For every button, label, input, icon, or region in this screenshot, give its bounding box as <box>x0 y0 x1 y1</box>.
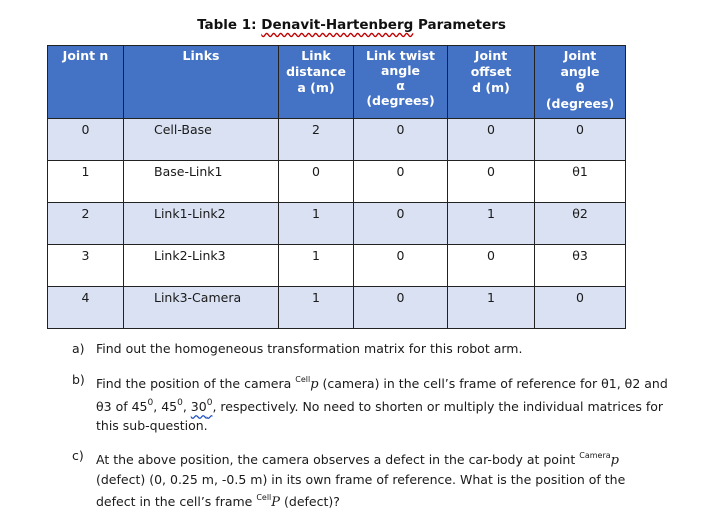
question-c-text <box>96 452 625 509</box>
degree-superscript: 0 <box>147 398 154 408</box>
question-b-text-5: , respectively. No need to shorten or multiply the individual matrices for this sub-question. <box>96 399 664 433</box>
cell-joint: 3 <box>48 245 124 287</box>
cell-links: Link2-Link3 <box>124 245 279 287</box>
cell-joint: 2 <box>48 203 124 245</box>
question-b <box>68 371 668 436</box>
degree-superscript: 0 <box>177 398 183 408</box>
question-c-text-3: (defect)? <box>280 494 340 509</box>
cell-a: 1 <box>279 245 354 287</box>
cell-d: 0 <box>448 119 535 161</box>
value-thirty: 30 <box>190 399 207 414</box>
header-link-distance <box>279 46 354 119</box>
cell-theta: 0 <box>535 119 626 161</box>
cell-links: Link3-Camera <box>124 287 279 329</box>
cell-theta: θ2 <box>535 203 626 245</box>
cell-alpha: 0 <box>354 287 448 329</box>
table-row <box>48 161 626 203</box>
title-spellcheck-word: Denavit-Hartenberg <box>261 17 414 33</box>
question-c <box>68 447 668 513</box>
header-link-twist-line2: angle <box>380 63 421 78</box>
header-joint-offset-line2: offset <box>470 64 512 79</box>
header-link-distance-line2: distance <box>286 64 346 79</box>
question-label: c) <box>72 448 84 463</box>
header-joint-offset-line3: d (m) <box>472 80 510 95</box>
question-label: b) <box>72 371 85 387</box>
question-a <box>68 340 668 359</box>
cell-theta: θ1 <box>535 161 626 203</box>
degree-superscript: 0 <box>206 398 213 408</box>
cell-d: 0 <box>448 245 535 287</box>
header-link-twist <box>354 46 448 119</box>
header-joint-angle-symbol: θ <box>575 80 585 95</box>
superscript-cell: Cell <box>295 374 311 384</box>
header-link-distance-line3: a (m) <box>297 80 335 95</box>
header-link-distance-line1: Link <box>301 48 331 63</box>
cell-a: 2 <box>279 119 354 161</box>
table-title <box>0 17 703 33</box>
cell-alpha: 0 <box>354 203 448 245</box>
cell-d: 0 <box>448 161 535 203</box>
cell-joint: 1 <box>48 161 124 203</box>
table-header-row <box>48 46 626 119</box>
header-link-twist-line1: Link twist <box>365 48 436 63</box>
cell-theta: θ3 <box>535 245 626 287</box>
cell-d: 1 <box>448 203 535 245</box>
cell-alpha: 0 <box>354 161 448 203</box>
question-b-text-4: , <box>182 399 191 414</box>
cell-a: 0 <box>279 161 354 203</box>
cell-links: Link1-Link2 <box>124 203 279 245</box>
title-suffix: Parameters <box>413 17 506 33</box>
cell-links: Cell-Base <box>124 119 279 161</box>
cell-links: Base-Link1 <box>124 161 279 203</box>
header-joint-offset <box>448 46 535 119</box>
header-joint-angle-line2: angle <box>560 64 600 79</box>
cell-d: 1 <box>448 287 535 329</box>
header-link-twist-symbol: α <box>396 78 405 93</box>
title-prefix: Table 1: <box>197 17 262 33</box>
header-joint-angle-unit: (degrees) <box>545 96 615 111</box>
header-joint-angle <box>535 46 626 119</box>
superscript-camera: Camera <box>579 451 611 460</box>
cell-a: 1 <box>279 203 354 245</box>
question-a-text: Find out the homogeneous transformation matrix for this robot arm. <box>96 341 523 356</box>
table-row <box>48 119 626 161</box>
question-c-text-2: (defect) (0, 0.25 m, -0.5 m) in its own frame of reference. What is the position of the defect in the cell’s frame <box>96 471 626 509</box>
question-label: a) <box>72 341 85 356</box>
cell-theta: 0 <box>535 287 626 329</box>
header-joint-n: Joint n <box>48 46 124 119</box>
cell-alpha: 0 <box>354 119 448 161</box>
cell-joint: 4 <box>48 287 124 329</box>
question-b-text-1: Find the position of the camera <box>96 375 296 391</box>
question-b-text-3: , 45 <box>153 399 178 414</box>
point-variable-p: p <box>610 453 619 468</box>
point-variable-P: P <box>271 495 281 510</box>
table-row <box>48 203 626 245</box>
cell-joint: 0 <box>48 119 124 161</box>
cell-a: 1 <box>279 287 354 329</box>
header-joint-angle-line1: Joint <box>563 48 597 63</box>
spellcheck-flagged-30 <box>191 399 213 414</box>
question-b-text <box>96 376 668 433</box>
superscript-cell: Cell <box>256 493 272 502</box>
question-b-text-2: (camera) in the cell’s frame of reference for θ1, θ2 and θ3 of 45 <box>96 375 668 414</box>
dh-parameters-table <box>47 45 626 329</box>
header-links: Links <box>124 46 279 119</box>
table-row <box>48 245 626 287</box>
header-joint-offset-line1: Joint <box>474 48 508 63</box>
question-c-text-1: At the above position, the camera observes a defect in the car-body at point <box>96 452 580 467</box>
questions-list <box>68 340 668 525</box>
point-variable-p: p <box>310 376 319 392</box>
header-link-twist-unit: (degrees) <box>366 93 435 108</box>
table-row <box>48 287 626 329</box>
cell-alpha: 0 <box>354 245 448 287</box>
